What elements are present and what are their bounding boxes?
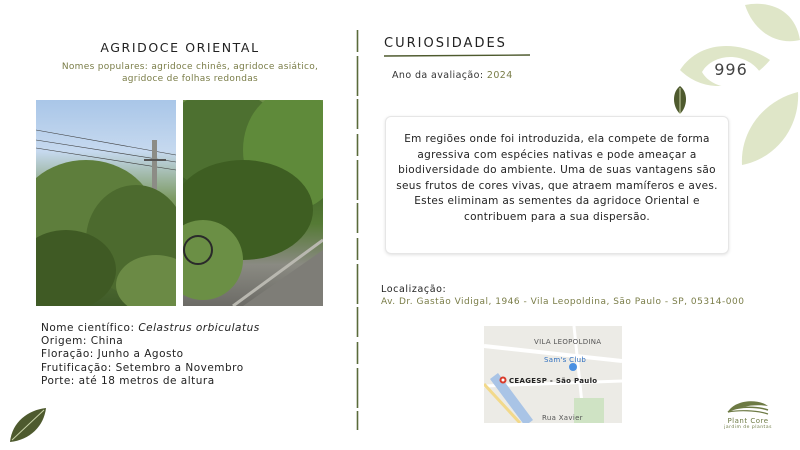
scientific-name-row: Nome científico: Celastrus orbiculatus [41,322,260,334]
plant-title: AGRIDOCE ORIENTAL [100,40,260,55]
plant-photo-tree [36,100,176,306]
map-marker-label: CEAGESP - São Paulo [509,377,598,385]
species-number: 996 [714,60,748,79]
section-title: CURIOSIDADES [384,36,507,51]
plant-facts [41,322,341,388]
map-street: Rua Xavier [542,414,583,422]
fruiting-row: Frutificação: Setembro a Novembro [41,361,244,374]
origin-row: Origem: China [41,335,124,348]
size-row: Porte: até 18 metros de altura [41,374,215,387]
map-store: Sam's Club [544,356,587,364]
evaluation-year: Ano da avaliação: 2024 [392,70,513,81]
curiosity-text: Em regiões onde foi introduzida, ela compete de forma agressiva com espécies nativas e pode ameaçar a biodiversidade do ambiente. Uma de suas vantagens são seus frutos de cores vivas, que atraem mamíferos e aves. Estes eliminam as sementes da agridoce Oriental e contribuem para a sua dispersão. [396,133,718,223]
column-divider [356,30,359,430]
popular-names-label: Nomes populares: [61,62,149,72]
location-address: Av. Dr. Gastão Vidigal, 1946 - Vila Leopoldina, São Paulo - SP, 05314-000 [381,297,745,307]
map-district: VILA LEOPOLDINA [534,338,602,346]
brand-name: Plant Core jardim de plantas [724,417,772,430]
plant-photo-bush [183,100,323,306]
popular-names-value: agridoce chinês, agridoce asiático, agridoce de folhas redondas [121,62,319,84]
corner-leaf-icon [6,404,48,446]
location-map[interactable] [484,326,622,423]
popular-names [40,61,340,85]
title-underline [384,54,530,57]
curiosity-card [385,116,729,254]
dark-leaf-icon [670,84,690,116]
location-label: Localização: [381,284,447,295]
scientific-name: Celastrus orbiculatus [138,322,260,334]
flowering-row: Floração: Junho a Agosto [41,348,184,361]
